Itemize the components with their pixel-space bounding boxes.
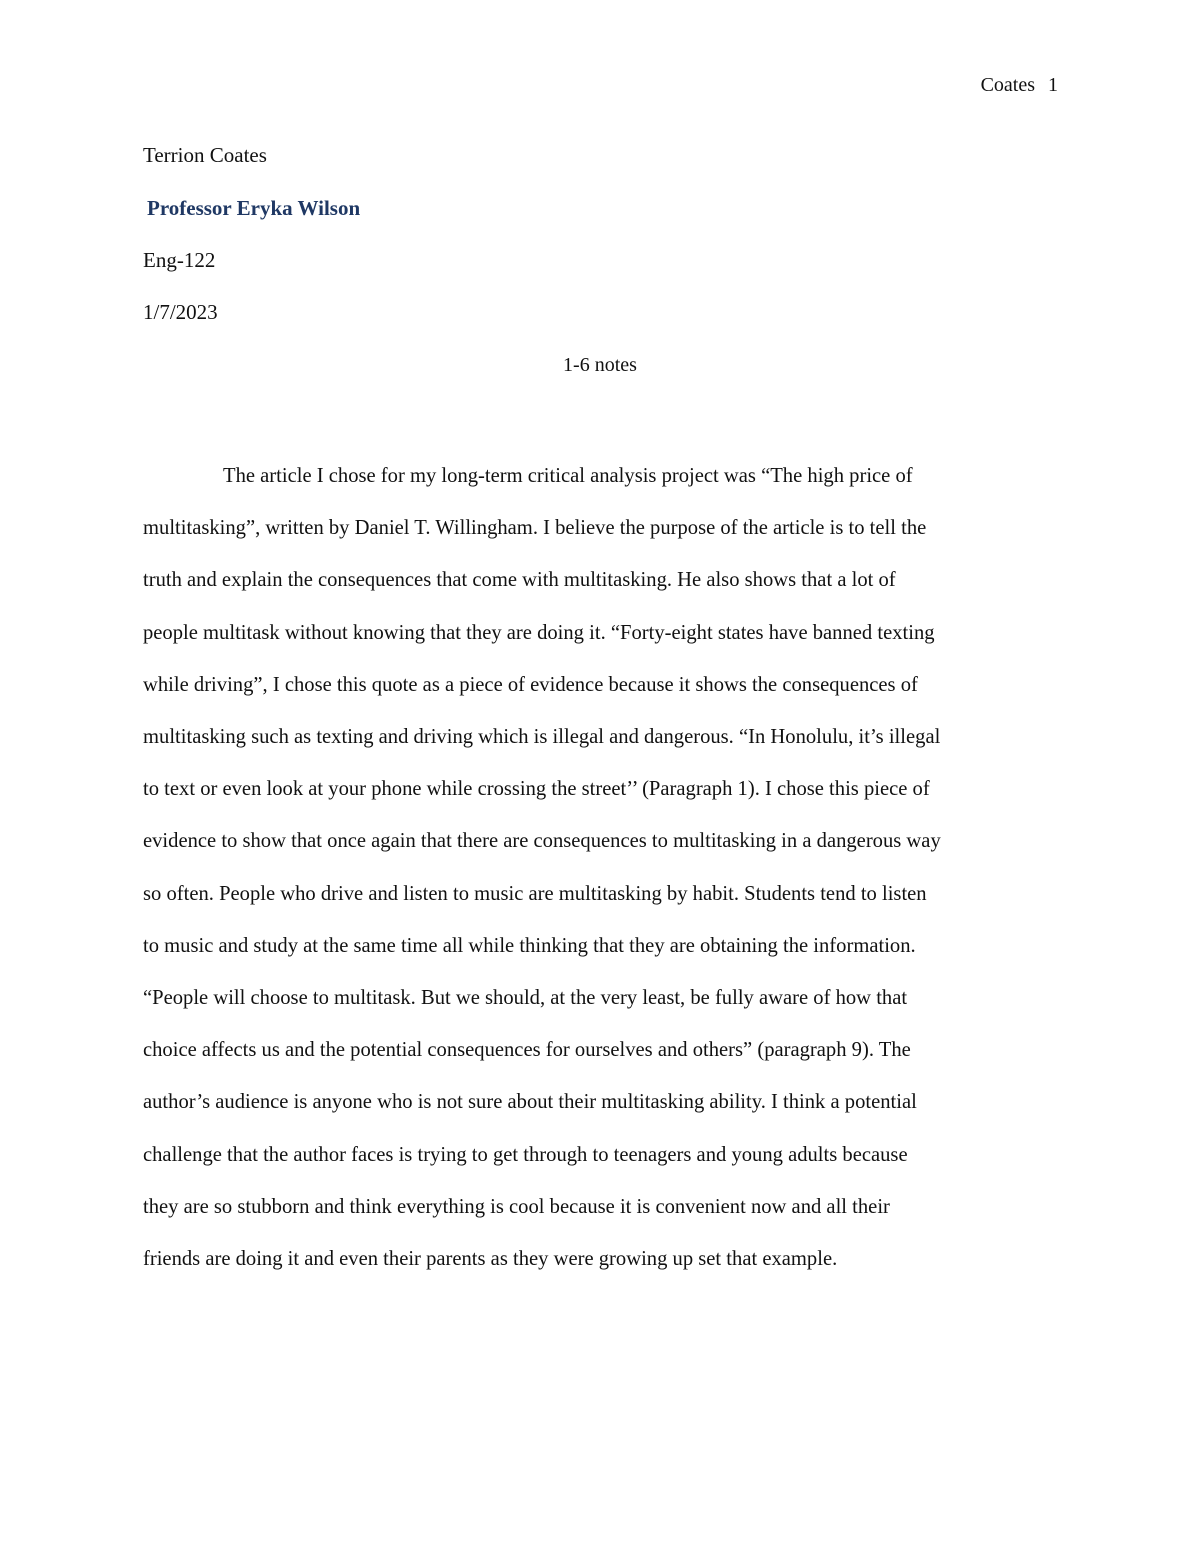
running-header: [981, 72, 1058, 98]
paragraph-line: multitasking such as texting and driving which is illegal and dangerous. “In Honolulu, it’s illegal: [143, 726, 941, 749]
paragraph-line: truth and explain the consequences that come with multitasking. He also shows that a lot of: [143, 569, 896, 592]
professor-name: Professor Eryka Wilson: [147, 196, 361, 220]
paragraph-line: to music and study at the same time all while thinking that they are obtaining the information.: [143, 934, 916, 957]
paragraph-line: multitasking”, written by Daniel T. Willingham. I believe the purpose of the article is to tell the: [143, 517, 927, 540]
document-date: 1/7/2023: [143, 300, 218, 324]
paragraph-line: people multitask without knowing that they are doing it. “Forty-eight states have banned texting: [143, 621, 935, 644]
student-name: Terrion Coates: [143, 143, 267, 167]
document-title: 1-6 notes: [563, 354, 637, 376]
paragraph-line: to text or even look at your phone while crossing the street’’ (Paragraph 1). I chose this piece of: [143, 778, 930, 801]
paragraph-line: evidence to show that once again that there are consequences to multitasking in a dangerous way: [143, 830, 941, 853]
paragraph-line: author’s audience is anyone who is not sure about their multitasking ability. I think a potential: [143, 1091, 917, 1114]
paragraph-line: so often. People who drive and listen to music are multitasking by habit. Students tend to listen: [143, 882, 927, 905]
course-code: Eng-122: [143, 248, 216, 272]
paragraph-line: they are so stubborn and think everything is cool because it is convenient now and all their: [143, 1195, 890, 1218]
paragraph-line: choice affects us and the potential consequences for ourselves and others” (paragraph 9). The: [143, 1039, 911, 1062]
page-number: 1: [1048, 74, 1058, 96]
paragraph-line: The article I chose for my long-term critical analysis project was “The high price of: [223, 465, 913, 487]
paragraph-line: challenge that the author faces is trying to get through to teenagers and young adults because: [143, 1143, 908, 1166]
paragraph-line: while driving”, I chose this quote as a piece of evidence because it shows the consequences of: [143, 673, 918, 696]
paragraph-line: “People will choose to multitask. But we should, at the very least, be fully aware of how that: [143, 987, 908, 1010]
body-paragraph: [143, 450, 1058, 1285]
paragraph-line: friends are doing it and even their parents as they were growing up set that example.: [143, 1248, 838, 1271]
header-surname: Coates: [980, 74, 1035, 96]
